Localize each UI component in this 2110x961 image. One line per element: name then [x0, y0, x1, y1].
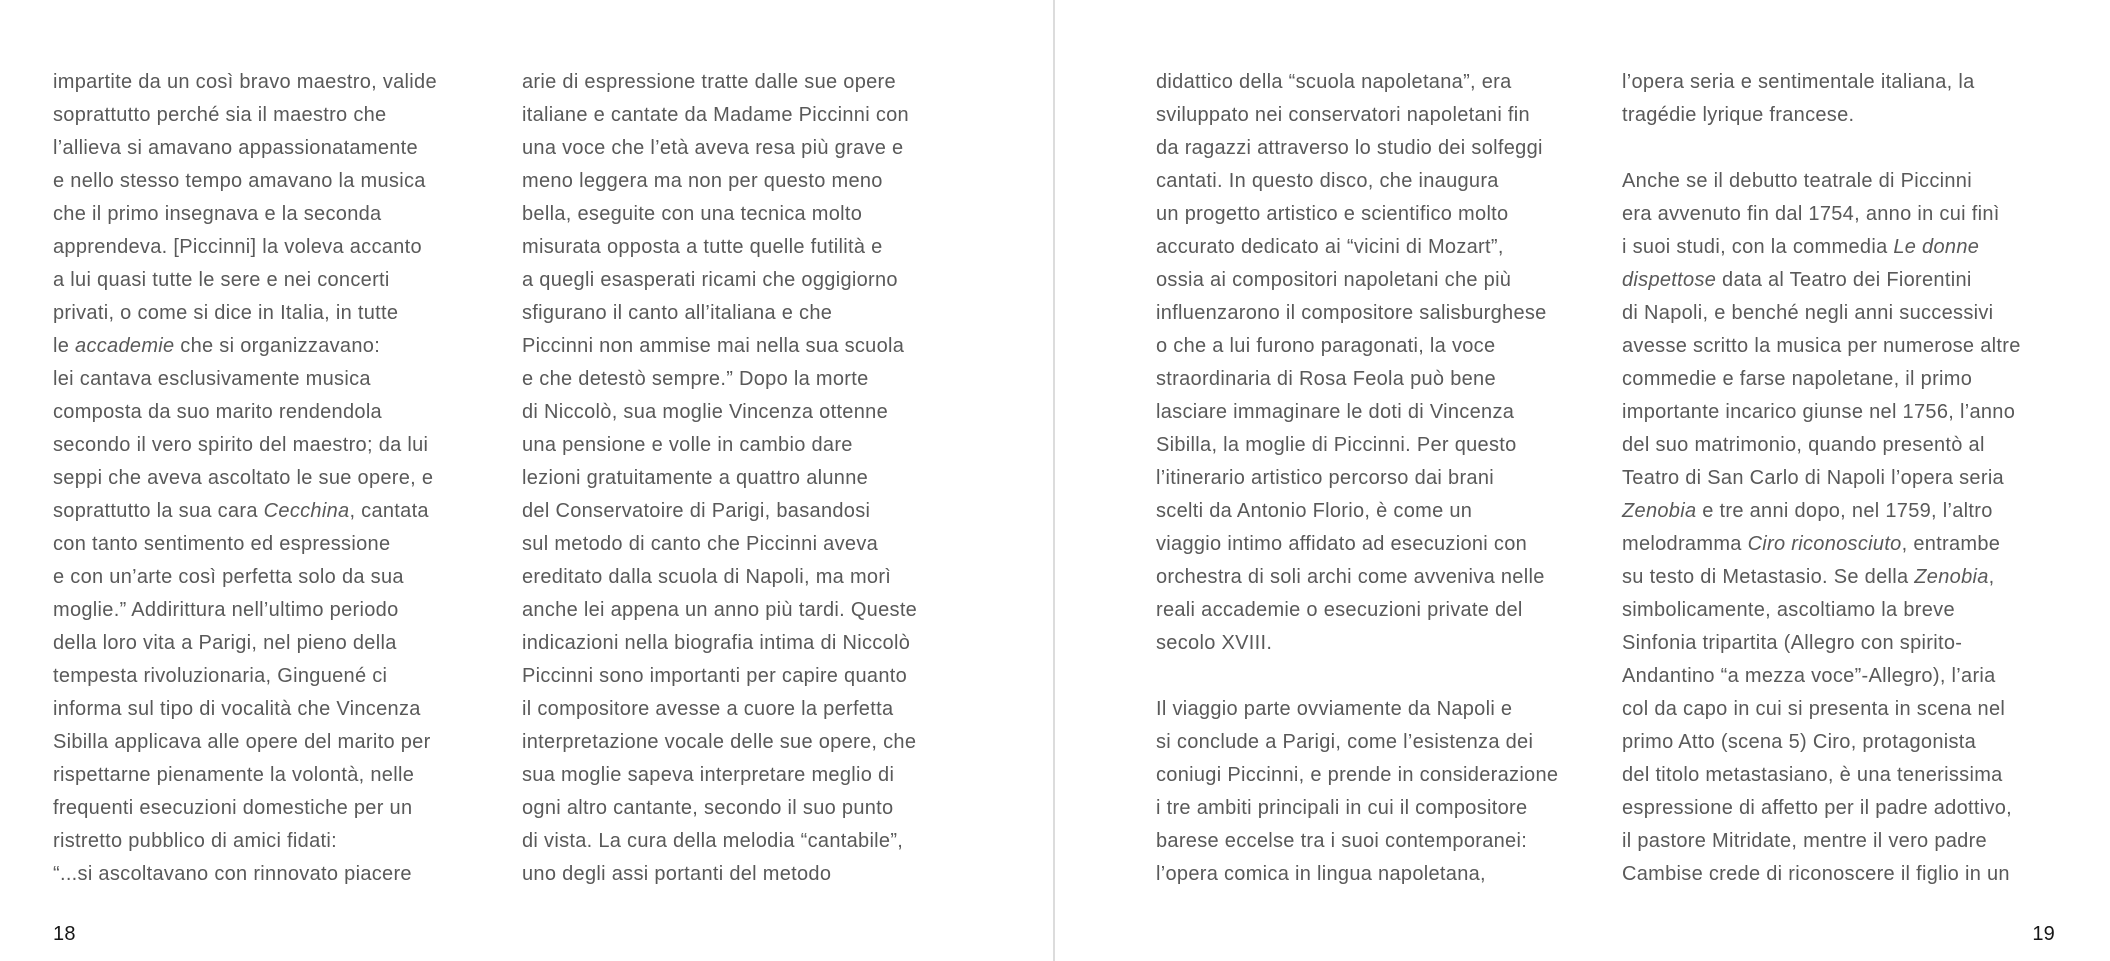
text-line: della loro vita a Parigi, nel pieno della [53, 632, 397, 654]
text-line: che il primo insegnava e la seconda [53, 203, 382, 225]
text-line: l’opera comica in lingua napoletana, [1156, 863, 1486, 885]
text-line: Teatro di San Carlo di Napoli l’opera seria [1622, 467, 2004, 489]
text-line: influenzarono il compositore salisburghese [1156, 302, 1547, 324]
text-line: ogni altro cantante, secondo il suo punto [522, 797, 894, 819]
text-line: rispettarne pienamente la volontà, nelle [53, 764, 415, 786]
text-line: lezioni gratuitamente a quattro alunne [522, 467, 869, 489]
text-line: Cambise crede di riconoscere il figlio in un [1622, 863, 2010, 885]
text-line: di Napoli, e benché negli anni successivi [1622, 302, 1994, 324]
text-line: secolo XVIII. [1156, 632, 1273, 654]
text-column-left [1156, 66, 1592, 891]
text-line: era avvenuto fin dal 1754, anno in cui finì [1622, 203, 2000, 225]
text-line: o che a lui furono paragonati, la voce [1156, 335, 1496, 357]
text-line: straordinaria di Rosa Feola può bene [1156, 368, 1496, 390]
text-line: le accademie che si organizzavano: [53, 335, 381, 357]
text-line: un progetto artistico e scientifico molto [1156, 203, 1509, 225]
text-line: scelti da Antonio Florio, è come un [1156, 500, 1473, 522]
text-line [1156, 660, 1592, 693]
text-line: misurata opposta a tutte quelle futilità e [522, 236, 883, 258]
text-line: sfigurano il canto all’italiana e che [522, 302, 833, 324]
text-line: secondo il vero spirito del maestro; da lui [53, 434, 429, 456]
text-line: soprattutto la sua cara Cecchina, cantata [53, 500, 429, 522]
text-line: lei cantava esclusivamente musica [53, 368, 371, 390]
text-line: del Conservatoire di Parigi, basandosi [522, 500, 871, 522]
text-line: frequenti esecuzioni domestiche per un [53, 797, 413, 819]
text-line: privati, o come si dice in Italia, in tutte [53, 302, 399, 324]
text-line: con tanto sentimento ed espressione [53, 533, 391, 555]
text-line: reali accademie o esecuzioni private del [1156, 599, 1523, 621]
text-line: informa sul tipo di vocalità che Vincenza [53, 698, 421, 720]
page-number: 18 [53, 923, 76, 945]
text-line: viaggio intimo affidato ad esecuzioni con [1156, 533, 1528, 555]
text-line: e nello stesso tempo amavano la musica [53, 170, 426, 192]
text-line: indicazioni nella biografia intima di Niccolò [522, 632, 911, 654]
text-line: Il viaggio parte ovviamente da Napoli e [1156, 698, 1513, 720]
text-line: su testo di Metastasio. Se della Zenobia, [1622, 566, 1995, 588]
text-line: una pensione e volle in cambio dare [522, 434, 853, 456]
text-line: moglie.” Addirittura nell’ultimo periodo [53, 599, 399, 621]
text-line: Sibilla, la moglie di Piccinni. Per questo [1156, 434, 1517, 456]
text-column-left [53, 66, 489, 891]
page-18 [0, 0, 1053, 961]
text-line: ossia ai compositori napoletani che più [1156, 269, 1512, 291]
text-line: di Niccolò, sua moglie Vincenza ottenne [522, 401, 888, 423]
text-line: sul metodo di canto che Piccinni aveva [522, 533, 879, 555]
text-line: col da capo in cui si presenta in scena nel [1622, 698, 2006, 720]
text-line: bella, eseguite con una tecnica molto [522, 203, 863, 225]
text-line: del suo matrimonio, quando presentò al [1622, 434, 1985, 456]
text-line: arie di espressione tratte dalle sue opere [522, 71, 896, 93]
text-line: lasciare immaginare le doti di Vincenza [1156, 401, 1515, 423]
page-19 [1055, 0, 2110, 961]
text-line: e che detestò sempre.” Dopo la morte [522, 368, 869, 390]
text-line: ereditato dalla scuola di Napoli, ma morì [522, 566, 892, 588]
text-line: soprattutto perché sia il maestro che [53, 104, 387, 126]
text-line: Sibilla applicava alle opere del marito per [53, 731, 431, 753]
text-line: sviluppato nei conservatori napoletani fin [1156, 104, 1530, 126]
text-line: il compositore avesse a cuore la perfetta [522, 698, 894, 720]
text-line: interpretazione vocale delle sue opere, che [522, 731, 917, 753]
text-line: orchestra di soli archi come avveniva nelle [1156, 566, 1545, 588]
text-line: Piccinni sono importanti per capire quanto [522, 665, 908, 687]
text-line: simbolicamente, ascoltiamo la breve [1622, 599, 1955, 621]
text-line: una voce che l’età aveva resa più grave e [522, 137, 904, 159]
text-line: “...si ascoltavano con rinnovato piacere [53, 863, 412, 885]
text-line: a quegli esasperati ricami che oggigiorno [522, 269, 898, 291]
text-line: l’allieva si amavano appassionatamente [53, 137, 418, 159]
text-line: tragédie lyrique francese. [1622, 104, 1855, 126]
text-line: accurato dedicato ai “vicini di Mozart”, [1156, 236, 1504, 258]
text-line: ristretto pubblico di amici fidati: [53, 830, 337, 852]
text-line: del titolo metastasiano, è una tenerissima [1622, 764, 2003, 786]
text-line: Sinfonia tripartita (Allegro con spirito- [1622, 632, 1963, 654]
text-line: melodramma Ciro riconosciuto, entrambe [1622, 533, 2001, 555]
text-line: l’itinerario artistico percorso dai brani [1156, 467, 1494, 489]
text-line [1622, 132, 2058, 165]
page-number: 19 [2032, 923, 2055, 945]
text-column-right [1622, 66, 2058, 891]
text-line: Anche se il debutto teatrale di Piccinni [1622, 170, 1972, 192]
text-line: sua moglie sapeva interpretare meglio di [522, 764, 895, 786]
text-line: il pastore Mitridate, mentre il vero padre [1622, 830, 1987, 852]
text-line: da ragazzi attraverso lo studio dei solfeggi [1156, 137, 1543, 159]
text-line: uno degli assi portanti del metodo [522, 863, 832, 885]
text-line: a lui quasi tutte le sere e nei concerti [53, 269, 390, 291]
text-line: anche lei appena un anno più tardi. Queste [522, 599, 918, 621]
text-line: cantati. In questo disco, che inaugura [1156, 170, 1499, 192]
text-line: primo Atto (scena 5) Ciro, protagonista [1622, 731, 1977, 753]
text-line: di vista. La cura della melodia “cantabile”, [522, 830, 904, 852]
text-line: impartite da un così bravo maestro, valide [53, 71, 437, 93]
text-line: i suoi studi, con la commedia Le donne [1622, 236, 1980, 258]
text-line: apprendeva. [Piccinni] la voleva accanto [53, 236, 422, 258]
text-line: Piccinni non ammise mai nella sua scuola [522, 335, 905, 357]
text-line: seppi che aveva ascoltato le sue opere, e [53, 467, 434, 489]
text-line: italiane e cantate da Madame Piccinni con [522, 104, 909, 126]
text-line: dispettose data al Teatro dei Fiorentini [1622, 269, 1972, 291]
text-column-right [522, 66, 958, 891]
text-line: Andantino “a mezza voce”-Allegro), l’aria [1622, 665, 1996, 687]
text-line: coniugi Piccinni, e prende in considerazione [1156, 764, 1559, 786]
text-line: si conclude a Parigi, come l’esistenza dei [1156, 731, 1534, 753]
text-line: barese eccelse tra i suoi contemporanei: [1156, 830, 1528, 852]
text-line: commedie e farse napoletane, il primo [1622, 368, 1973, 390]
text-line: Zenobia e tre anni dopo, nel 1759, l’altro [1622, 500, 1993, 522]
text-line: meno leggera ma non per questo meno [522, 170, 883, 192]
text-line: i tre ambiti principali in cui il compositore [1156, 797, 1528, 819]
text-line: l’opera seria e sentimentale italiana, la [1622, 71, 1975, 93]
text-line: didattico della “scuola napoletana”, era [1156, 71, 1512, 93]
text-line: tempesta rivoluzionaria, Ginguené ci [53, 665, 388, 687]
text-line: espressione di affetto per il padre adottivo, [1622, 797, 2013, 819]
text-line: avesse scritto la musica per numerose altre [1622, 335, 2021, 357]
text-line: importante incarico giunse nel 1756, l’anno [1622, 401, 2016, 423]
text-line: composta da suo marito rendendola [53, 401, 382, 423]
text-line: e con un’arte così perfetta solo da sua [53, 566, 404, 588]
